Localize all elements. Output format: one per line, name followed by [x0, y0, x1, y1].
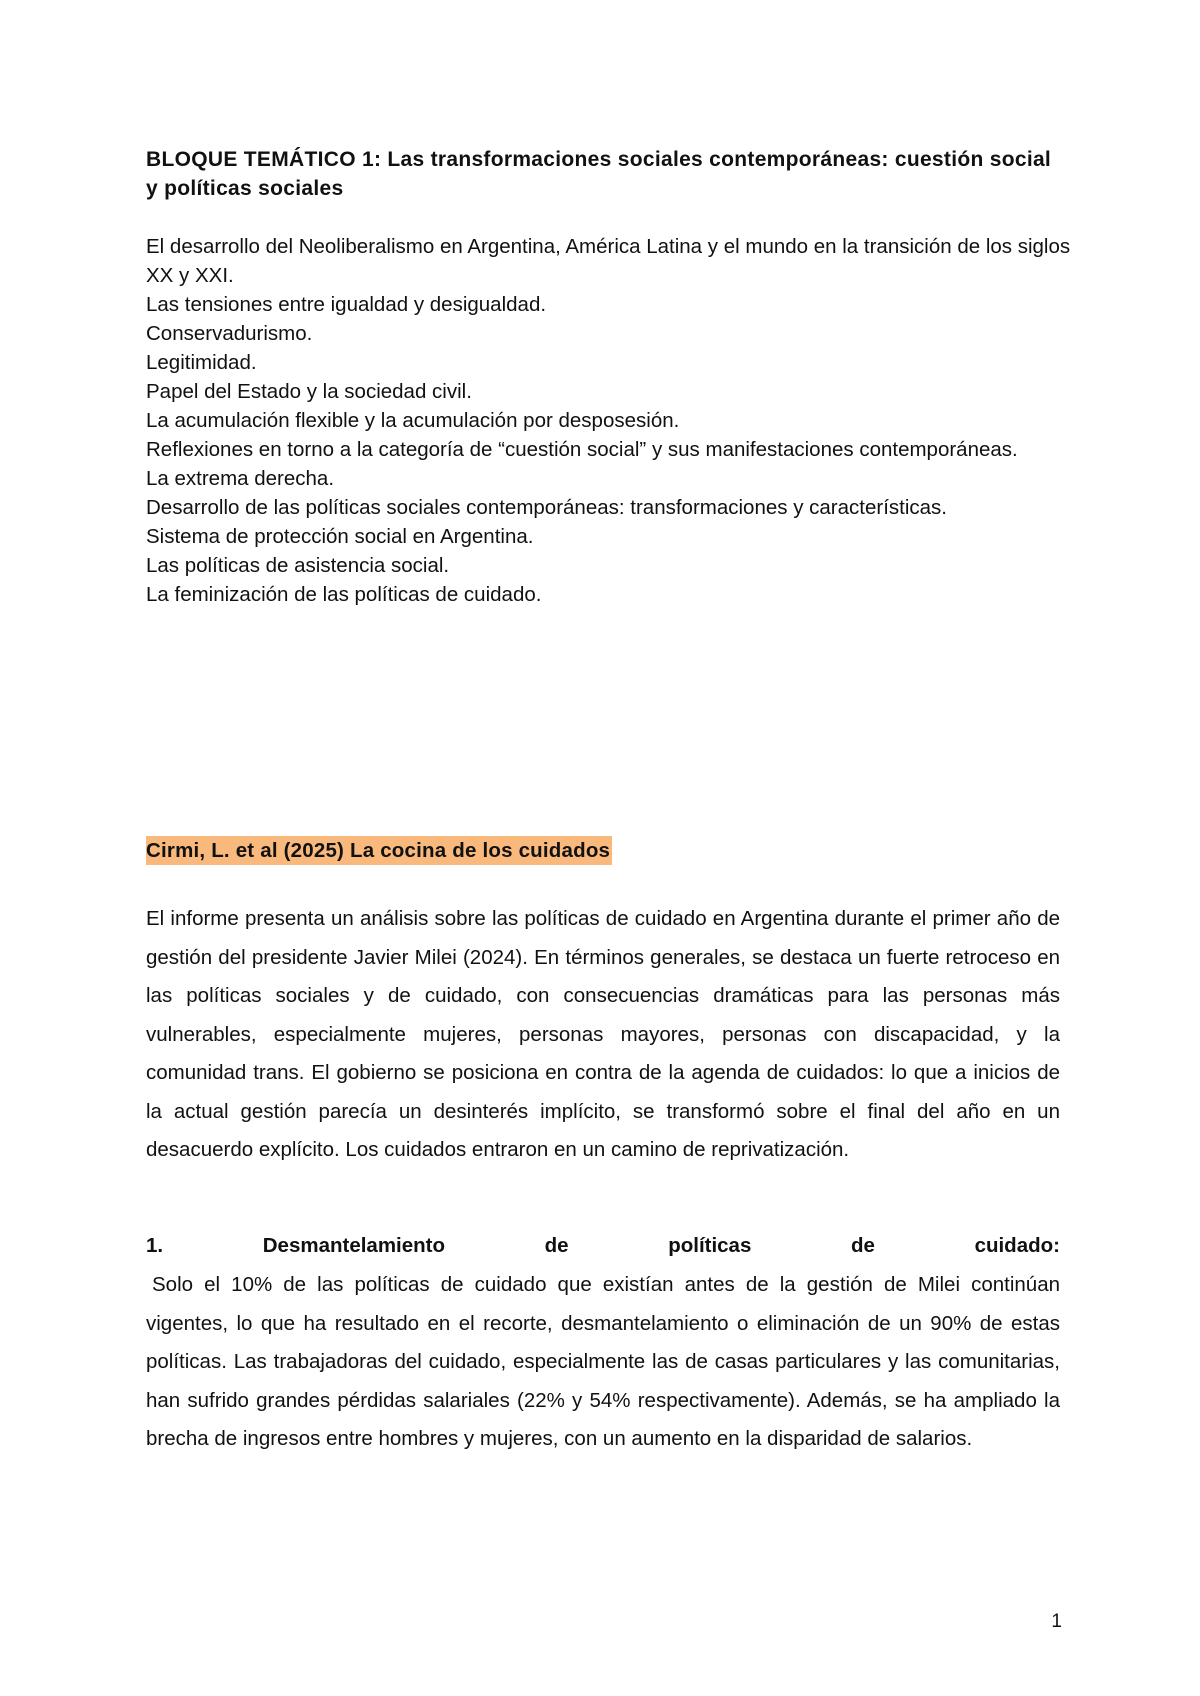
topic-item: La acumulación flexible y la acumulación por desposesión. — [146, 409, 680, 432]
reference-intro-paragraph: El informe presenta un análisis sobre las políticas de cuidado en Argentina durante el primer año de gestión del presidente Javier Milei (2024). En términos generales, se destaca un fuerte retroceso en las políticas sociales y de cuidado, con consecuencias dramáticas para las personas más vulnerables, especialmente mujeres, personas mayores, personas con discapacidad, y la comunidad trans. El gobierno se posiciona en contra de la agenda de cuidados: lo que a inicios de la actual gestión parecía un desinterés implícito, se transformó sobre el final del año en un desacuerdo explícito. Los cuidados entraron en un camino de reprivatización. — [146, 907, 1060, 1161]
section-heading-word: de — [544, 1234, 569, 1257]
reference-title: Cirmi, L. et al (2025) La cocina de los cuidados — [146, 836, 612, 865]
section-heading-word: políticas — [668, 1234, 752, 1257]
topics-list — [146, 232, 1076, 609]
page-number: 1 — [1051, 1611, 1062, 1632]
topic-item: La feminización de las políticas de cuidado. — [146, 583, 542, 606]
section-heading-word: de — [851, 1234, 875, 1257]
section-heading-word: cuidado: — [974, 1234, 1060, 1257]
section-1-heading — [146, 1231, 1060, 1260]
section-heading-word: Desmantelamiento — [262, 1234, 446, 1257]
topic-item: Reflexiones en torno a la categoría de “cuestión social” y sus manifestaciones contemporáneas. — [146, 438, 1018, 461]
topic-item: El desarrollo del Neoliberalismo en Argentina, América Latina y el mundo en la transición de los siglos XX y XXI. — [146, 235, 1071, 287]
topic-item: Las tensiones entre igualdad y desigualdad. — [146, 293, 547, 316]
topic-item: La extrema derecha. — [146, 467, 335, 490]
topic-item: Conservadurismo. — [146, 322, 313, 345]
topic-item: Desarrollo de las políticas sociales contemporáneas: transformaciones y características. — [146, 496, 947, 519]
block-heading: BLOQUE TEMÁTICO 1: Las transformaciones sociales contemporáneas: cuestión social y políticas sociales — [146, 148, 1052, 200]
topic-item: Papel del Estado y la sociedad civil. — [146, 380, 472, 403]
topic-item: Legitimidad. — [146, 351, 257, 374]
topic-item: Sistema de protección social en Argentina. — [146, 525, 534, 548]
section-1-body: Solo el 10% de las políticas de cuidado que existían antes de la gestión de Milei continúan vigentes, lo que ha resultado en el recorte, desmantelamiento o eliminación de un 90% de estas políticas. Las trabajadoras del cuidado, especialmente las de casas particulares y las comunitarias, han sufrido grandes pérdidas salariales (22% y 54% respectivamente). Además, se ha ampliado la brecha de ingresos entre hombres y mujeres, con un aumento en la disparidad de salarios. — [146, 1273, 1060, 1450]
section-heading-word: 1. — [146, 1234, 164, 1257]
topic-item: Las políticas de asistencia social. — [146, 554, 450, 577]
